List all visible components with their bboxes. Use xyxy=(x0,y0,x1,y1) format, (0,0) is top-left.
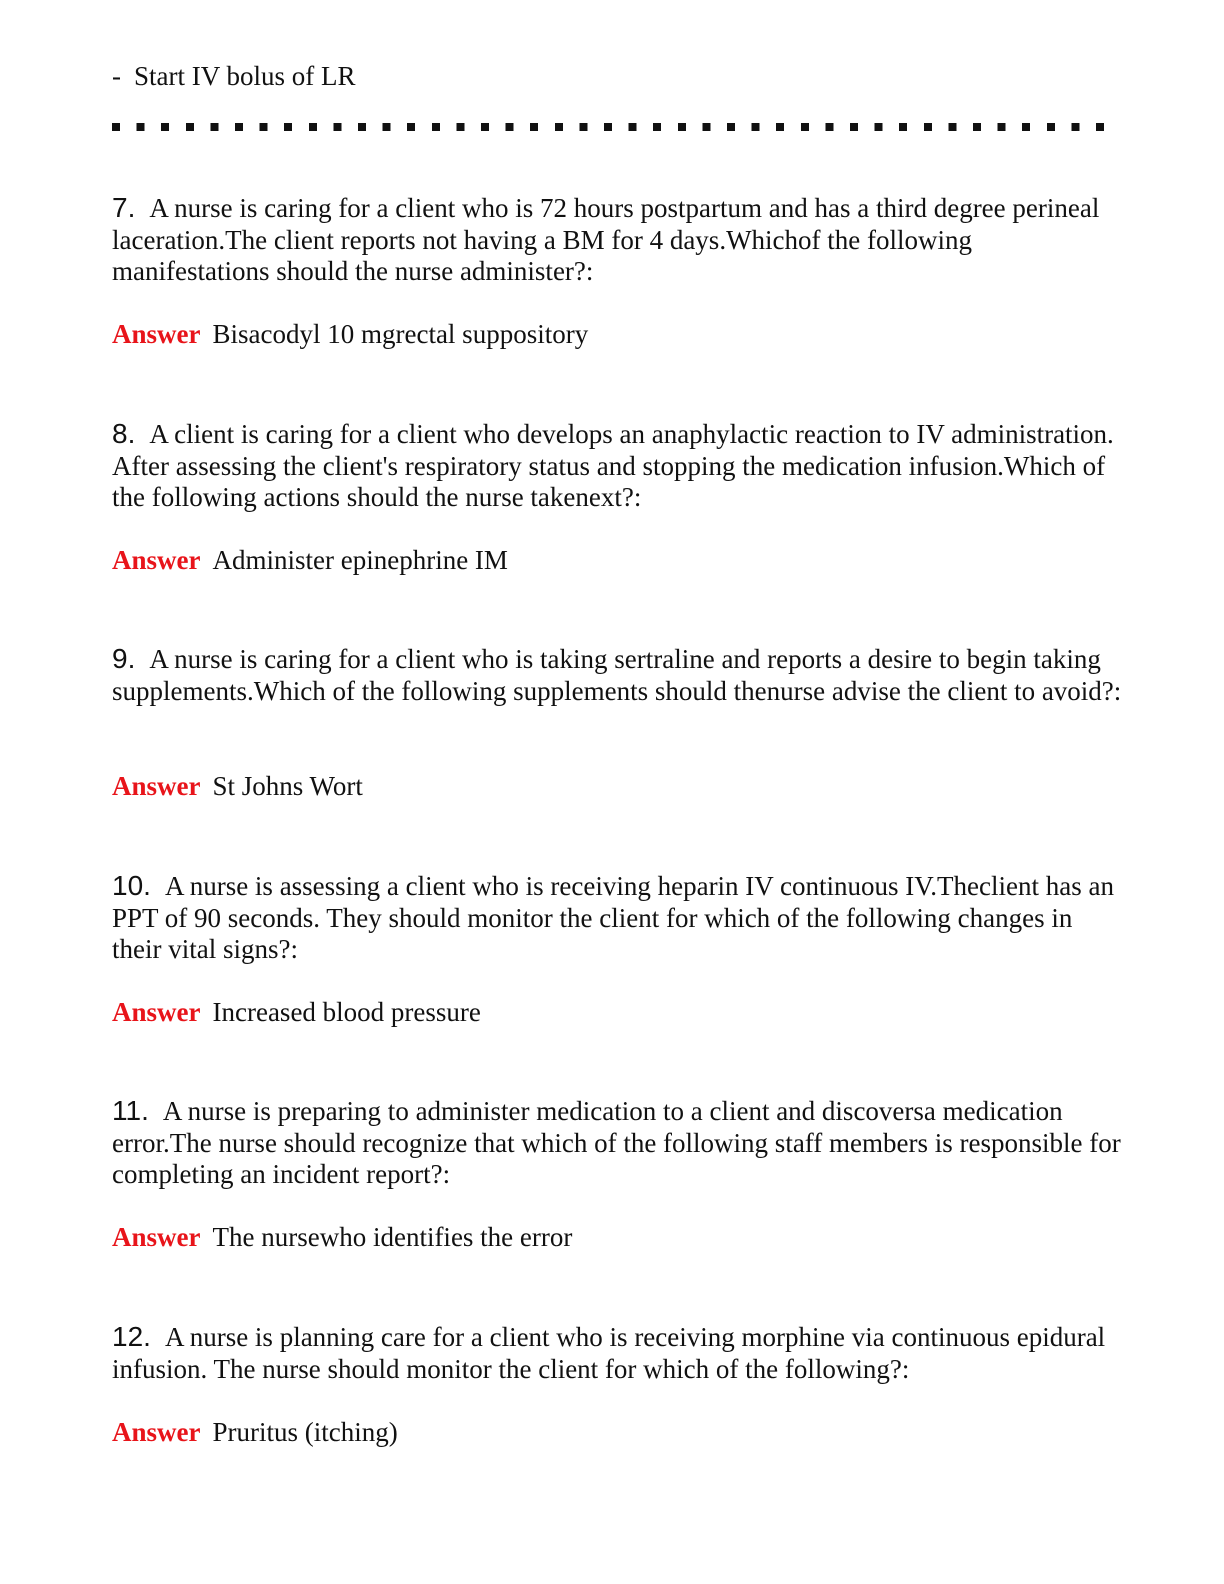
question-body: A nurse is preparing to administer medication to a client and discoversa medication error.The nurse should recognize that which of the following staff members is responsible for completing an incident report?: xyxy=(112,1096,1121,1189)
answer-block xyxy=(112,1221,1122,1253)
answer-text: Pruritus (itching) xyxy=(212,1417,398,1447)
answer-text: Increased blood pressure xyxy=(212,997,481,1027)
answer-label: Answer xyxy=(112,1417,201,1447)
question-body: A nurse is caring for a client who is 72 hours postpartum and has a third degree perineal laceration.The client reports not having a BM for 4 days.Whichof the following manifestations should the nurse administer?: xyxy=(112,193,1100,286)
question-body: A client is caring for a client who develops an anaphylactic reaction to IV administration. After assessing the client's respiratory status and stopping the medication infusion.Which of the following actions should the nurse takenext?: xyxy=(112,419,1114,512)
answer-text: Administer epinephrine IM xyxy=(212,545,508,575)
answer-block xyxy=(112,996,1122,1028)
answer-block xyxy=(112,770,1122,802)
question-text xyxy=(112,192,1122,288)
question-number: 10. xyxy=(112,870,151,901)
question-block xyxy=(112,418,1122,514)
answer-label: Answer xyxy=(112,545,201,575)
dotted-divider xyxy=(112,123,1118,131)
question-number: 12. xyxy=(112,1321,151,1352)
answer-label: Answer xyxy=(112,1222,201,1252)
question-text xyxy=(112,643,1122,707)
question-number: 11. xyxy=(112,1095,149,1126)
answer-block xyxy=(112,1416,1122,1448)
previous-answer-line xyxy=(112,58,356,94)
question-block xyxy=(112,192,1122,288)
question-text xyxy=(112,1321,1122,1385)
question-text xyxy=(112,418,1122,514)
question-body: A nurse is planning care for a client who is receiving morphine via continuous epidural infusion. The nurse should monitor the client for which of the following?: xyxy=(112,1322,1106,1384)
answer-line xyxy=(112,1416,1122,1448)
question-body: A nurse is caring for a client who is taking sertraline and reports a desire to begin taking supplements.Which of the following supplements should thenurse advise the client to avoid?: xyxy=(112,644,1122,706)
question-block xyxy=(112,1321,1122,1385)
answer-block xyxy=(112,544,1122,576)
answer-label: Answer xyxy=(112,319,201,349)
question-text xyxy=(112,870,1122,966)
question-text xyxy=(112,1095,1122,1191)
answer-label: Answer xyxy=(112,771,201,801)
question-number: 7. xyxy=(112,192,136,223)
question-number: 9. xyxy=(112,643,136,674)
answer-line xyxy=(112,544,1122,576)
answer-line xyxy=(112,996,1122,1028)
dash-bullet: - xyxy=(112,61,121,91)
question-number: 8. xyxy=(112,418,136,449)
answer-text: St Johns Wort xyxy=(212,771,363,801)
answer-text: Bisacodyl 10 mgrectal suppository xyxy=(212,319,589,349)
answer-text: The nursewho identifies the error xyxy=(212,1222,573,1252)
answer-label: Answer xyxy=(112,997,201,1027)
previous-answer-text: Start IV bolus of LR xyxy=(134,61,356,91)
question-block xyxy=(112,1095,1122,1191)
question-block xyxy=(112,870,1122,966)
answer-line xyxy=(112,318,1122,350)
answer-line xyxy=(112,1221,1122,1253)
question-block xyxy=(112,643,1122,707)
question-body: A nurse is assessing a client who is receiving heparin IV continuous IV.Theclient has an PPT of 90 seconds. They should monitor the client for which of the following changes in their vital signs?: xyxy=(112,871,1114,964)
answer-block xyxy=(112,318,1122,350)
answer-line xyxy=(112,770,1122,802)
